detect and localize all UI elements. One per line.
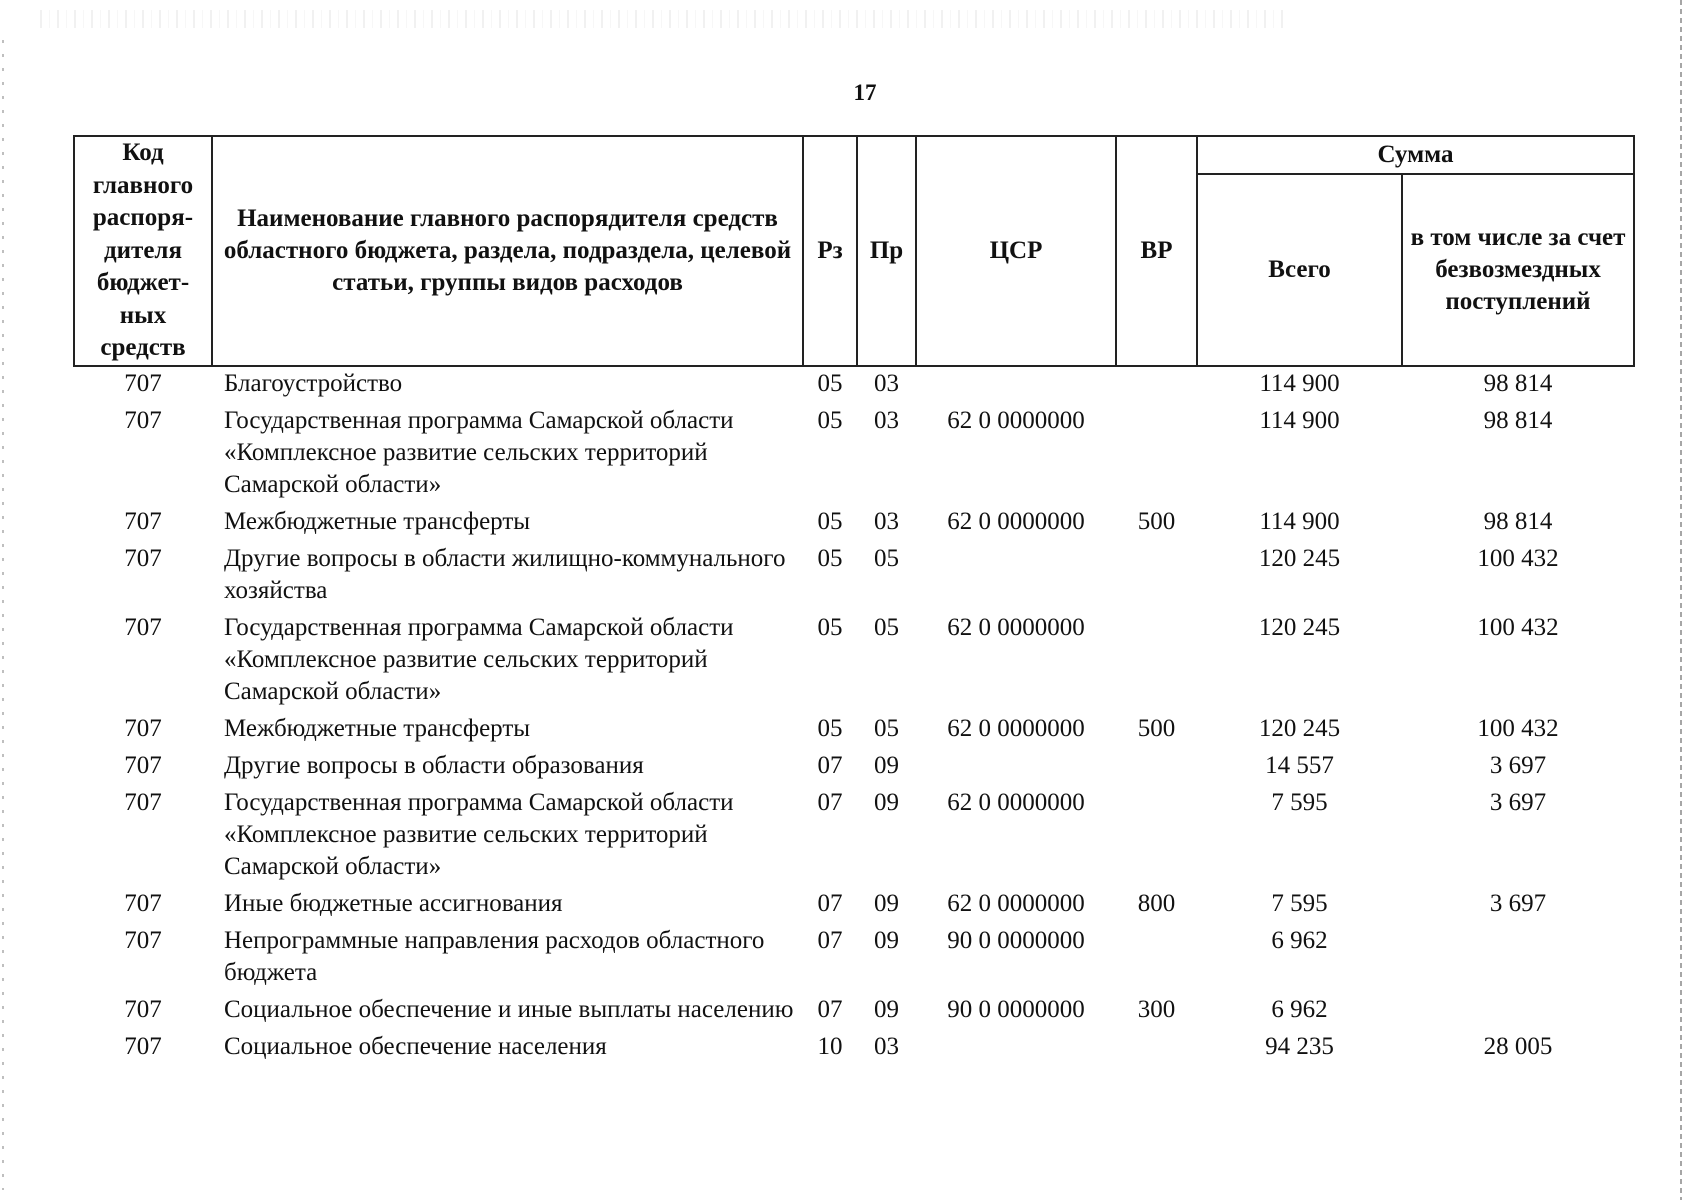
cell-total: 14 557 <box>1265 751 1334 779</box>
cell-pr: 03 <box>874 369 899 397</box>
cell-vr <box>1116 543 1197 612</box>
cell-total: 114 900 <box>1259 507 1340 535</box>
cell-code: 707 <box>124 788 162 816</box>
cell-csr <box>916 366 1116 405</box>
cell-csr <box>916 543 1116 612</box>
cell-pr: 09 <box>874 995 899 1023</box>
cell-total: 6 962 <box>1271 995 1328 1023</box>
cell-name: Другие вопросы в области образования <box>224 751 644 779</box>
cell-code: 707 <box>124 369 162 397</box>
cell-name: Государственная программа Самарской области «Комплексное развитие сельских территорий Самарской области» <box>224 406 734 498</box>
cell-vr <box>1116 405 1197 506</box>
header-pr: Пр <box>857 136 916 366</box>
cell-pr: 05 <box>874 544 899 572</box>
scan-artifact <box>40 10 1290 28</box>
cell-csr: 90 0 0000000 <box>947 995 1085 1023</box>
cell-csr: 62 0 0000000 <box>947 507 1085 535</box>
cell-name: Межбюджетные трансферты <box>224 714 531 742</box>
cell-rz: 05 <box>817 507 843 535</box>
table-row <box>74 888 1634 925</box>
cell-vr: 500 <box>1137 507 1176 535</box>
cell-vr: 300 <box>1137 995 1176 1023</box>
cell-free: 100 432 <box>1477 714 1559 742</box>
header-name: Наименование главного распорядителя средств областного бюджета, раздела, подраздела, целевой статьи, группы видов расходов <box>212 136 803 366</box>
cell-code: 707 <box>124 613 162 641</box>
cell-vr <box>1116 612 1197 713</box>
cell-name: Межбюджетные трансферты <box>224 507 531 535</box>
cell-code: 707 <box>124 507 162 535</box>
table-row <box>74 506 1634 543</box>
cell-name: Государственная программа Самарской области «Комплексное развитие сельских территорий Самарской области» <box>224 613 734 705</box>
cell-free: 3 697 <box>1489 788 1547 816</box>
cell-vr <box>1116 925 1197 994</box>
cell-name: Государственная программа Самарской области «Комплексное развитие сельских территорий Самарской области» <box>224 788 734 880</box>
cell-total: 7 595 <box>1271 788 1328 816</box>
table-body <box>74 366 1634 1068</box>
cell-vr: 800 <box>1137 889 1176 917</box>
scan-edge-right <box>1680 0 1682 1200</box>
table-row <box>74 543 1634 612</box>
table-row <box>74 994 1634 1031</box>
cell-rz: 07 <box>817 926 843 954</box>
cell-free: 3 697 <box>1489 889 1547 917</box>
cell-rz: 05 <box>817 714 843 742</box>
cell-rz: 05 <box>817 406 843 434</box>
cell-pr: 03 <box>874 1032 899 1060</box>
cell-name: Социальное обеспечение и иные выплаты населению <box>224 995 794 1023</box>
table-row <box>74 787 1634 888</box>
cell-pr: 09 <box>874 788 899 816</box>
cell-code: 707 <box>124 926 162 954</box>
cell-free <box>1402 994 1634 1031</box>
cell-csr: 62 0 0000000 <box>947 788 1085 816</box>
cell-rz: 05 <box>817 544 843 572</box>
cell-pr: 03 <box>874 507 899 535</box>
cell-csr: 90 0 0000000 <box>947 926 1085 954</box>
cell-rz: 07 <box>817 788 843 816</box>
cell-vr <box>1116 1031 1197 1068</box>
cell-name: Непрограммные направления расходов областного бюджета <box>224 926 765 986</box>
cell-code: 707 <box>124 1032 162 1060</box>
cell-csr: 62 0 0000000 <box>947 613 1085 641</box>
cell-free: 98 814 <box>1483 507 1553 535</box>
header-sum: Сумма <box>1197 136 1634 174</box>
cell-name: Благоустройство <box>224 369 403 397</box>
cell-rz: 07 <box>817 995 843 1023</box>
table-row <box>74 750 1634 787</box>
cell-csr: 62 0 0000000 <box>947 406 1085 434</box>
cell-free: 98 814 <box>1483 369 1553 397</box>
cell-rz: 10 <box>817 1032 843 1060</box>
cell-code: 707 <box>124 751 162 779</box>
cell-total: 7 595 <box>1271 889 1328 917</box>
cell-code: 707 <box>124 714 162 742</box>
cell-total: 114 900 <box>1259 406 1340 434</box>
budget-table <box>73 135 1635 1068</box>
cell-code: 707 <box>124 995 162 1023</box>
cell-free: 28 005 <box>1483 1032 1553 1060</box>
cell-total: 120 245 <box>1258 613 1341 641</box>
header-total: Всего <box>1197 174 1402 365</box>
table-row <box>74 366 1634 405</box>
cell-csr <box>916 1031 1116 1068</box>
page-number: 17 <box>853 80 877 105</box>
cell-total: 6 962 <box>1271 926 1328 954</box>
cell-rz: 05 <box>817 369 843 397</box>
cell-rz: 07 <box>817 751 843 779</box>
cell-vr <box>1116 750 1197 787</box>
cell-rz: 07 <box>817 889 843 917</box>
cell-free <box>1402 925 1634 994</box>
cell-rz: 05 <box>817 613 843 641</box>
table-row <box>74 612 1634 713</box>
cell-csr: 62 0 0000000 <box>947 889 1085 917</box>
cell-name: Иные бюджетные ассигнования <box>224 889 563 917</box>
header-csr: ЦСР <box>916 136 1116 366</box>
cell-code: 707 <box>124 889 162 917</box>
cell-total: 114 900 <box>1259 369 1340 397</box>
table-row <box>74 405 1634 506</box>
table-row <box>74 925 1634 994</box>
cell-total: 94 235 <box>1265 1032 1334 1060</box>
cell-name: Социальное обеспечение населения <box>224 1032 607 1060</box>
scan-edge-left <box>2 40 4 1190</box>
cell-free: 100 432 <box>1477 613 1559 641</box>
cell-csr <box>916 750 1116 787</box>
header-rz: Рз <box>803 136 857 366</box>
table-header <box>74 136 1634 366</box>
cell-code: 707 <box>124 544 162 572</box>
cell-pr: 09 <box>874 889 899 917</box>
cell-pr: 05 <box>874 714 899 742</box>
cell-csr: 62 0 0000000 <box>947 714 1085 742</box>
cell-pr: 05 <box>874 613 899 641</box>
cell-pr: 09 <box>874 926 899 954</box>
cell-total: 120 245 <box>1258 544 1341 572</box>
cell-free: 98 814 <box>1483 406 1553 434</box>
cell-free: 3 697 <box>1489 751 1547 779</box>
header-code: Код главного распоря-дителя бюджет-ных средств <box>74 136 212 366</box>
cell-pr: 03 <box>874 406 899 434</box>
cell-free: 100 432 <box>1477 544 1559 572</box>
header-vr: ВР <box>1116 136 1197 366</box>
table-row <box>74 713 1634 750</box>
header-free: в том числе за счет безвозмездных поступлений <box>1402 174 1634 365</box>
cell-name: Другие вопросы в области жилищно-коммунального хозяйства <box>224 544 786 604</box>
table-row <box>74 1031 1634 1068</box>
cell-total: 120 245 <box>1258 714 1341 742</box>
cell-code: 707 <box>124 406 162 434</box>
cell-vr <box>1116 366 1197 405</box>
cell-vr <box>1116 787 1197 888</box>
cell-vr: 500 <box>1137 714 1176 742</box>
cell-pr: 09 <box>874 751 899 779</box>
